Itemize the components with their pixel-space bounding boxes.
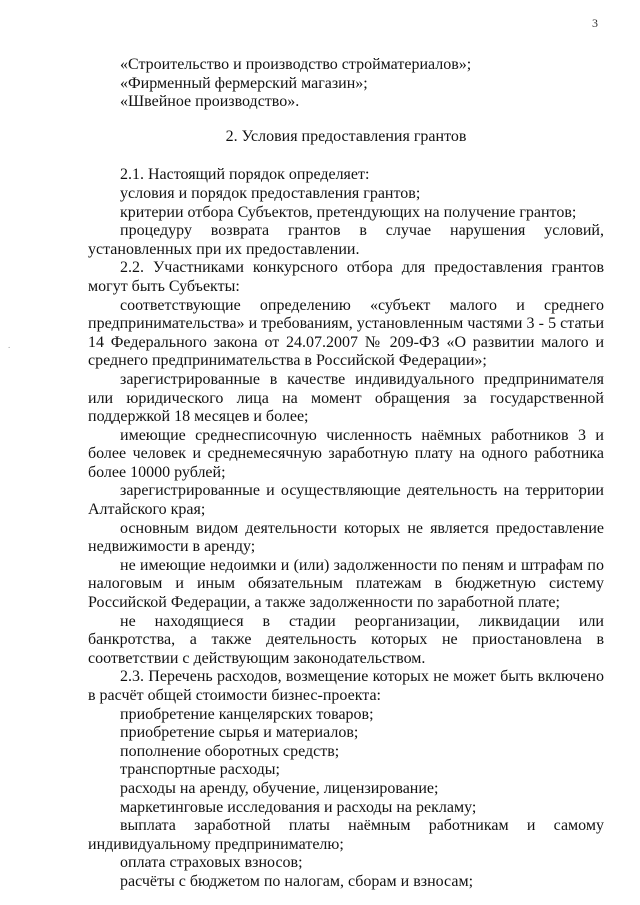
list-item: маркетинговые исследования и расходы на рекламу; [120,798,477,816]
paragraph-2-2-intro: 2.2. Участниками конкурсного отбора для предоставления грантов могут быть Субъекты: [88,259,604,295]
list-item: приобретение сырья и материалов; [120,724,359,742]
list-item: приобретение канцелярских товаров; [120,705,374,723]
list-item: не находящиеся в стадии реорганизации, ликвидации или банкротства, а также деятельность которых не приостановлена в соответствии с действующим законодательством. [88,612,604,667]
list-item: зарегистрированные в качестве индивидуального предпринимателя или юридического лица на момент обращения за государственной поддержкой 18 месяцев и более; [88,370,604,426]
list-item: расходы на аренду, обучение, лицензирование; [120,779,439,797]
paragraph-2-1-intro: 2.1. Настоящий порядок определяет: [120,166,370,184]
section-heading: 2. Условия предоставления грантов [225,127,467,145]
list-item: не имеющие недоимки и (или) задолженности по пеням и штрафам по налоговым и иным обязательным платежам в бюджетную систему Российской Федерации, а также задолженности по заработной плате; [88,556,604,612]
list-item: условия и порядок предоставления грантов; [120,184,421,202]
list-item: основным видом деятельности которых не является предоставление недвижимости в аренду; [88,519,604,556]
list-item: транспортные расходы; [120,761,280,779]
list-item: пополнение оборотных средств; [120,742,340,760]
list-item: расчёты с бюджетом по налогам, сборам и взносам; [120,872,474,890]
page-number: 3 [592,16,598,30]
list-item: оплата страховых взносов; [120,854,303,872]
list-item: «Строительство и производство стройматериалов»; [120,56,472,73]
list-item: зарегистрированные и осуществляющие деятельность на территории Алтайского края; [88,482,604,519]
list-item: «Фирменный фермерский магазин»; [120,74,368,92]
paragraph-2-3-intro: 2.3. Перечень расходов, возмещение которых не может быть включено в расчёт общей стоимости бизнес-проекта: [88,668,604,704]
margin-mark: . [8,340,11,350]
list-item: выплата заработной платы наёмным работникам и самому индивидуальному предпринимателю; [88,817,604,853]
document-body [88,56,604,892]
list-item: соответствующие определению «субъект малого и среднего предпринимательства» и требованиям, установленным частями 3 - 5 статьи 14 Федерального закона от 24.07.2007 № 209-ФЗ «О развитии малого и среднего предпринимательства в Российской Федерации»; [88,296,604,370]
list-item: имеющие среднесписочную численность наёмных работников 3 и более человек и среднемесячную заработную плату на одного работника более 10000 рублей; [88,426,604,481]
list-item: критерии отбора Субъектов, претендующих на получение грантов; [120,203,577,221]
list-item: «Швейное производство». [120,93,300,111]
list-item: процедуру возврата грантов в случае нарушения условий, установленных при их предоставлении. [88,222,604,258]
